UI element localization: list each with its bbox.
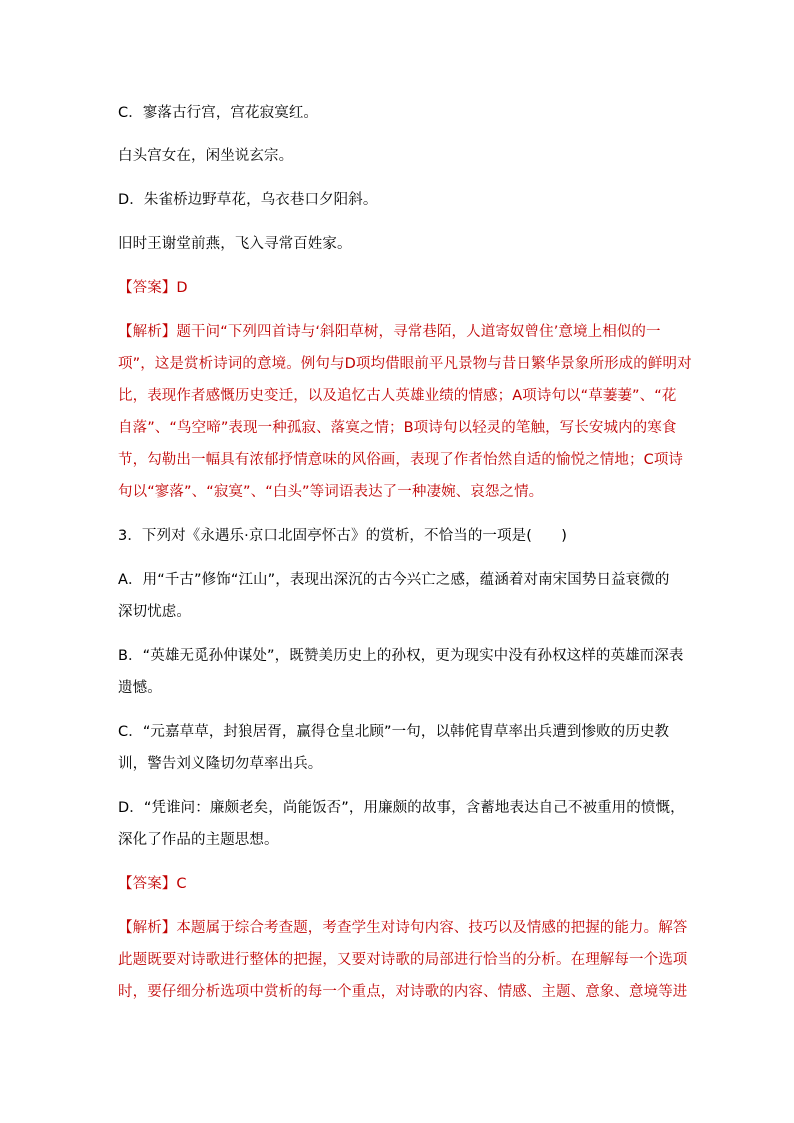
q2-analysis-tag: 【解析】 — [118, 324, 177, 340]
q3-option-c-line1: C．“元嘉草草，封狼居胥，赢得仓皇北顾”一句，以韩侂胄草率出兵遭到惨败的历史教 — [118, 724, 670, 740]
q2-option-d-line2: 旧时王谢堂前燕，飞入寻常百姓家。 — [118, 236, 352, 252]
q2-analysis-text-0: 题干问“下列四首诗与‘斜阳草树，寻常巷陌，人道寄奴曾住’意境上相似的一 — [176, 324, 661, 340]
q2-option-c-line1: C．寥落古行宫，宫花寂寞红。 — [118, 105, 319, 121]
q3-option-d-line1: D．“凭谁问：廉颇老矣，尚能饭否”，用廉颇的故事，含蓄地表达自己不被重用的愤慨， — [118, 800, 685, 816]
q3-option-b-line2: 遗憾。 — [118, 680, 162, 696]
q3-analysis-line-1: 此题既要对诗歌进行整体的把握，又要对诗歌的局部进行恰当的分析。在理解每一个选项 — [118, 952, 688, 968]
q3-answer-tag: 【答案】 — [118, 876, 177, 892]
q2-analysis-line-4: 节，勾勒出一幅具有浓郁抒情意味的风俗画，表现了作者怡然自适的愉悦之情地；C项诗 — [118, 452, 684, 468]
q2-analysis-line-3: 自落”、“鸟空啼”表现一种孤寂、落寞之情；B项诗句以轻灵的笔触，写长安城内的寒食 — [118, 420, 677, 436]
q2-answer-tag: 【答案】 — [118, 280, 177, 296]
q2-analysis-line-0 — [118, 322, 678, 342]
q3-analysis-line-2: 时，要仔细分析选项中赏析的每一个重点，对诗歌的内容、情感、主题、意象、意境等进 — [118, 984, 688, 1000]
q3-option-a-line1: A．用“千古”修饰“江山”，表现出深沉的古今兴亡之感，蕴涵着对南宋国势日益衰微的 — [118, 572, 670, 588]
q3-option-a-line2: 深切忧虑。 — [118, 604, 191, 620]
q3-analysis-text-0: 本题属于综合考查题，考查学生对诗句内容、技巧以及情感的把握的能力。解答 — [176, 920, 688, 936]
q2-option-d-line1: D．朱雀桥边野草花，乌衣巷口夕阳斜。 — [118, 192, 378, 208]
q2-answer-value: D — [176, 280, 188, 296]
q3-option-d-line2: 深化了作品的主题思想。 — [118, 832, 279, 848]
q3-analysis-line-0 — [118, 918, 688, 938]
q2-analysis-line-2: 比，表现作者感慨历史变迁，以及追忆古人英雄业绩的情感；A项诗句以“草萋萋”、“花 — [118, 388, 677, 404]
q2-option-c-line2: 白头宫女在，闲坐说玄宗。 — [118, 148, 294, 164]
q3-answer — [118, 874, 678, 894]
q3-option-b-line1: B．“英雄无觅孙仲谋处”，既赞美历史上的孙权，更为现实中没有孙权这样的英雄而深表 — [118, 648, 684, 664]
q2-analysis-line-1: 项”，这是赏析诗词的意境。例句与D项均借眼前平凡景物与昔日繁华景象所形成的鲜明对 — [118, 356, 692, 372]
q3-option-c-line2: 训，警告刘义隆切勿草率出兵。 — [118, 756, 323, 772]
q2-answer — [118, 278, 678, 298]
q3-stem: 3．下列对《永遇乐·京口北固亭怀古》的赏析，不恰当的一项是( ) — [118, 528, 567, 544]
q3-analysis-tag: 【解析】 — [118, 920, 177, 936]
q2-analysis-line-5: 句以“寥落”、“寂寞”、“白头”等词语表达了一种凄婉、哀怨之情。 — [118, 484, 544, 500]
q3-answer-value: C — [176, 876, 187, 892]
